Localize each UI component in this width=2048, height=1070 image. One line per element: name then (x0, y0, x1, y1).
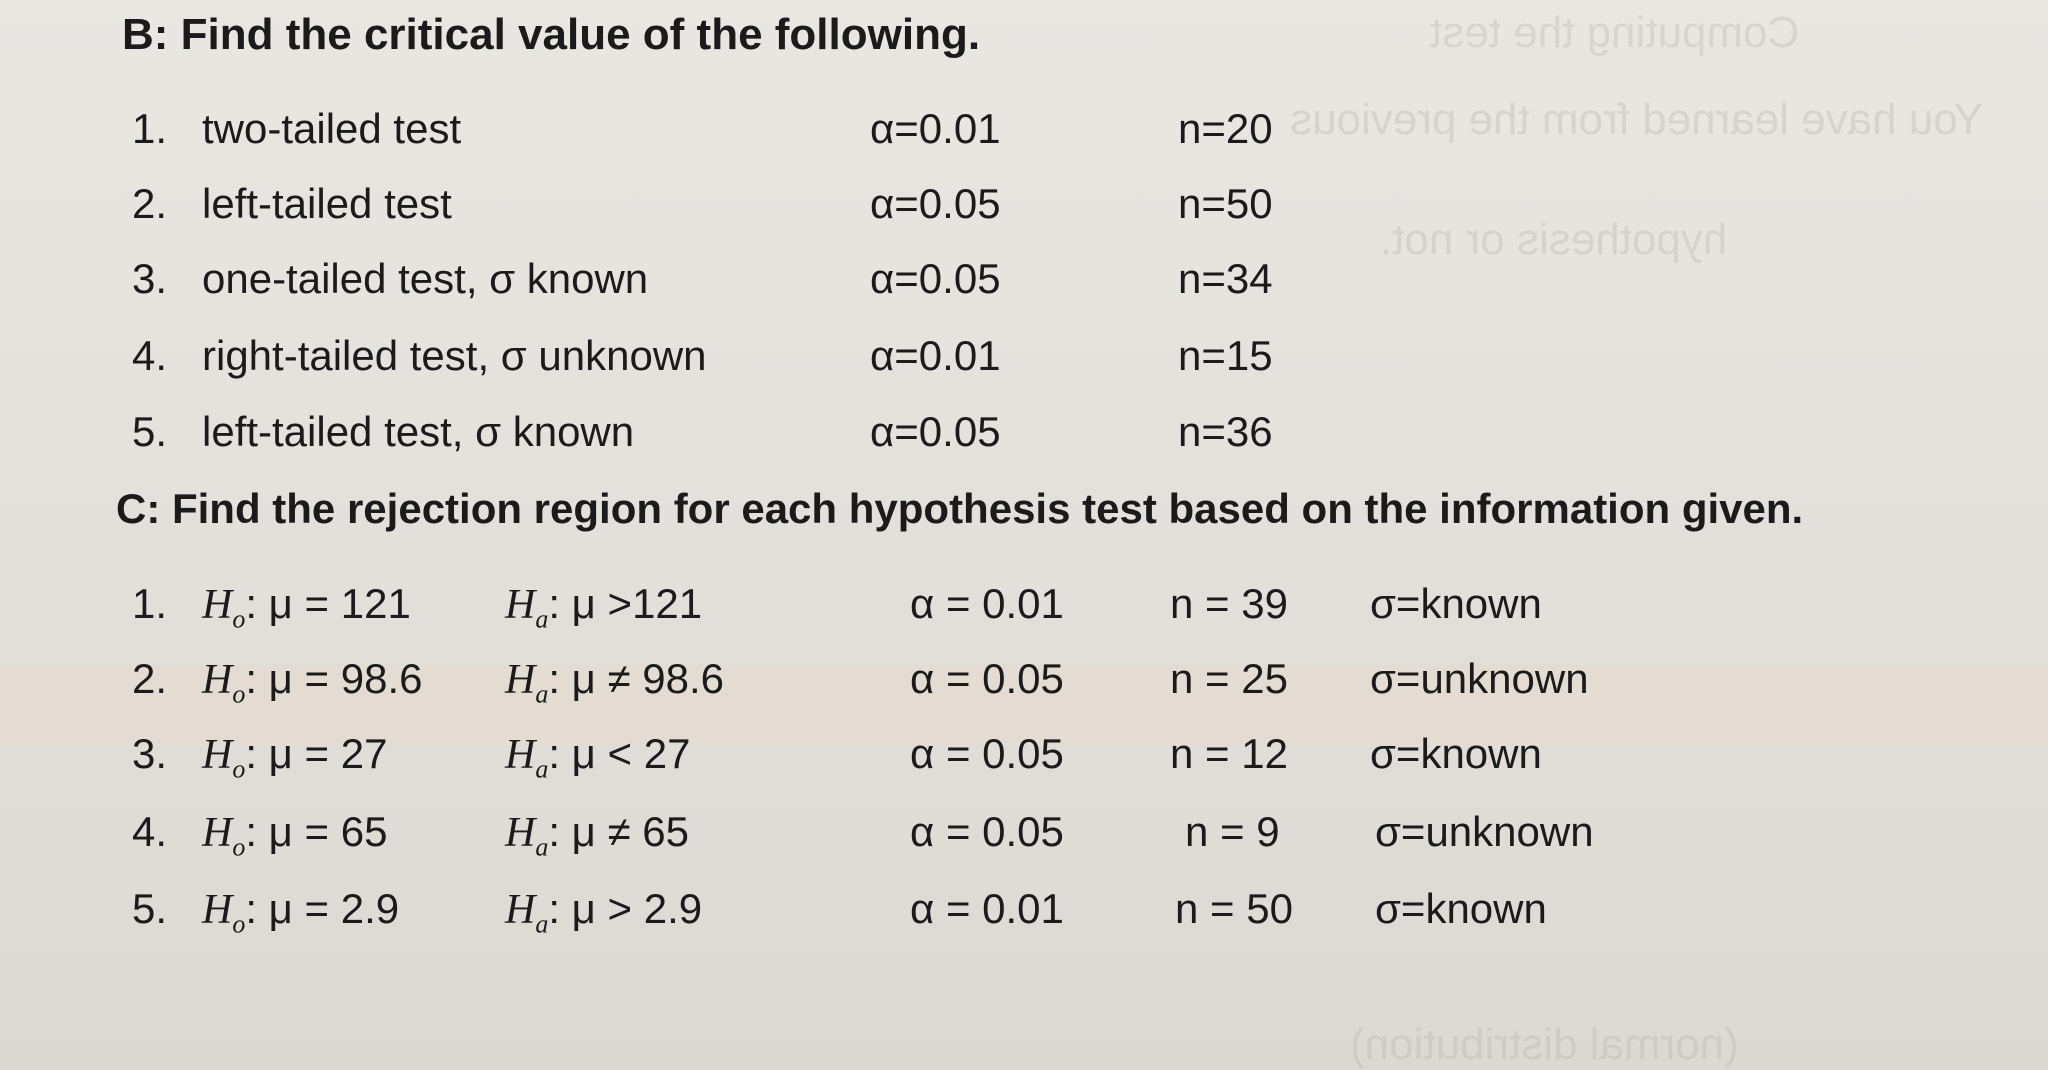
h0-subscript: o (232, 832, 246, 862)
sigma-status: σ=unknown (1370, 655, 1589, 702)
null-hypothesis (202, 808, 387, 862)
item-number: 5. (132, 408, 168, 455)
ha-statement: : μ ≠ 98.6 (548, 655, 725, 702)
ha-subscript: a (535, 754, 549, 784)
h0-statement: : μ = 2.9 (245, 885, 400, 932)
sample-size: n=34 (1178, 255, 1273, 302)
section-b-item (0, 180, 2048, 250)
ha-subscript: a (535, 909, 549, 939)
h0-symbol: H (202, 657, 233, 703)
ha-subscript: a (535, 604, 549, 634)
h0-subscript: o (232, 679, 246, 709)
section-c-item (0, 808, 2048, 878)
h0-symbol: H (202, 810, 233, 856)
sigma-status: σ=known (1370, 580, 1542, 627)
sample-size: n = 39 (1170, 580, 1288, 627)
sigma-status: σ=unknown (1375, 808, 1594, 855)
alternative-hypothesis (505, 580, 702, 634)
h0-symbol: H (202, 582, 233, 628)
h0-subscript: o (232, 909, 246, 939)
alpha-value: α = 0.05 (910, 655, 1064, 702)
sample-size: n = 25 (1170, 655, 1288, 702)
sigma-status: σ=known (1370, 730, 1542, 777)
alpha-value: α=0.01 (870, 332, 1001, 379)
item-number: 1. (132, 580, 168, 627)
item-number: 2. (132, 655, 168, 702)
null-hypothesis (202, 655, 423, 709)
section-b-item (0, 255, 2048, 325)
sample-size: n=15 (1178, 332, 1273, 379)
ha-subscript: a (535, 679, 549, 709)
section-b-heading: B: Find the critical value of the following. (122, 10, 981, 59)
item-number: 4. (132, 808, 168, 855)
alpha-value: α=0.01 (870, 105, 1001, 152)
h0-symbol: H (202, 732, 233, 778)
item-number: 3. (132, 730, 168, 777)
alpha-value: α = 0.01 (910, 885, 1064, 932)
section-c-item (0, 655, 2048, 725)
ha-subscript: a (535, 832, 549, 862)
test-type: left-tailed test (202, 180, 452, 227)
sample-size: n = 50 (1175, 885, 1293, 932)
bleed-through-text: (normal distribution) (1350, 1020, 1739, 1069)
h0-subscript: o (232, 754, 246, 784)
alternative-hypothesis (505, 655, 724, 709)
ha-statement: : μ >121 (548, 580, 703, 627)
sample-size: n=36 (1178, 408, 1273, 455)
ha-statement: : μ < 27 (548, 730, 691, 777)
h0-statement: : μ = 65 (245, 808, 388, 855)
sigma-status: σ=known (1375, 885, 1547, 932)
bleed-through-text: Computing the test (1430, 8, 1800, 57)
section-b-item (0, 332, 2048, 402)
test-type: left-tailed test, σ known (202, 408, 635, 455)
alpha-value: α = 0.05 (910, 808, 1064, 855)
null-hypothesis (202, 885, 399, 939)
h0-statement: : μ = 121 (245, 580, 411, 627)
ha-symbol: H (505, 657, 536, 703)
bleed-through-text: You have learned from the previous (1290, 95, 1984, 144)
ha-symbol: H (505, 887, 536, 933)
test-type: one-tailed test, σ known (202, 255, 649, 302)
item-number: 1. (132, 105, 168, 152)
sample-size: n = 12 (1170, 730, 1288, 777)
sample-size: n=50 (1178, 180, 1273, 227)
section-c-item (0, 885, 2048, 955)
ha-symbol: H (505, 582, 536, 628)
alpha-value: α = 0.01 (910, 580, 1064, 627)
test-type: right-tailed test, σ unknown (202, 332, 707, 379)
section-b-item (0, 408, 2048, 478)
section-c-item (0, 580, 2048, 650)
alternative-hypothesis (505, 730, 690, 784)
null-hypothesis (202, 730, 387, 784)
section-c-heading: C: Find the rejection region for each hypothesis test based on the information given. (116, 485, 1804, 532)
item-number: 4. (132, 332, 168, 379)
ha-statement: : μ ≠ 65 (548, 808, 689, 855)
h0-statement: : μ = 98.6 (245, 655, 423, 702)
section-c-item (0, 730, 2048, 800)
ha-symbol: H (505, 732, 536, 778)
section-b-item (0, 105, 2048, 175)
null-hypothesis (202, 580, 411, 634)
ha-statement: : μ > 2.9 (548, 885, 703, 932)
alpha-value: α=0.05 (870, 408, 1001, 455)
bleed-through-text: hypothesis or not. (1380, 215, 1728, 264)
sample-size: n=20 (1178, 105, 1273, 152)
h0-symbol: H (202, 887, 233, 933)
ha-symbol: H (505, 810, 536, 856)
item-number: 5. (132, 885, 168, 932)
test-type: two-tailed test (202, 105, 462, 152)
sample-size: n = 9 (1185, 808, 1280, 855)
item-number: 2. (132, 180, 168, 227)
alternative-hypothesis (505, 885, 702, 939)
h0-subscript: o (232, 604, 246, 634)
alpha-value: α = 0.05 (910, 730, 1064, 777)
h0-statement: : μ = 27 (245, 730, 388, 777)
alpha-value: α=0.05 (870, 255, 1001, 302)
alpha-value: α=0.05 (870, 180, 1001, 227)
alternative-hypothesis (505, 808, 689, 862)
item-number: 3. (132, 255, 168, 302)
